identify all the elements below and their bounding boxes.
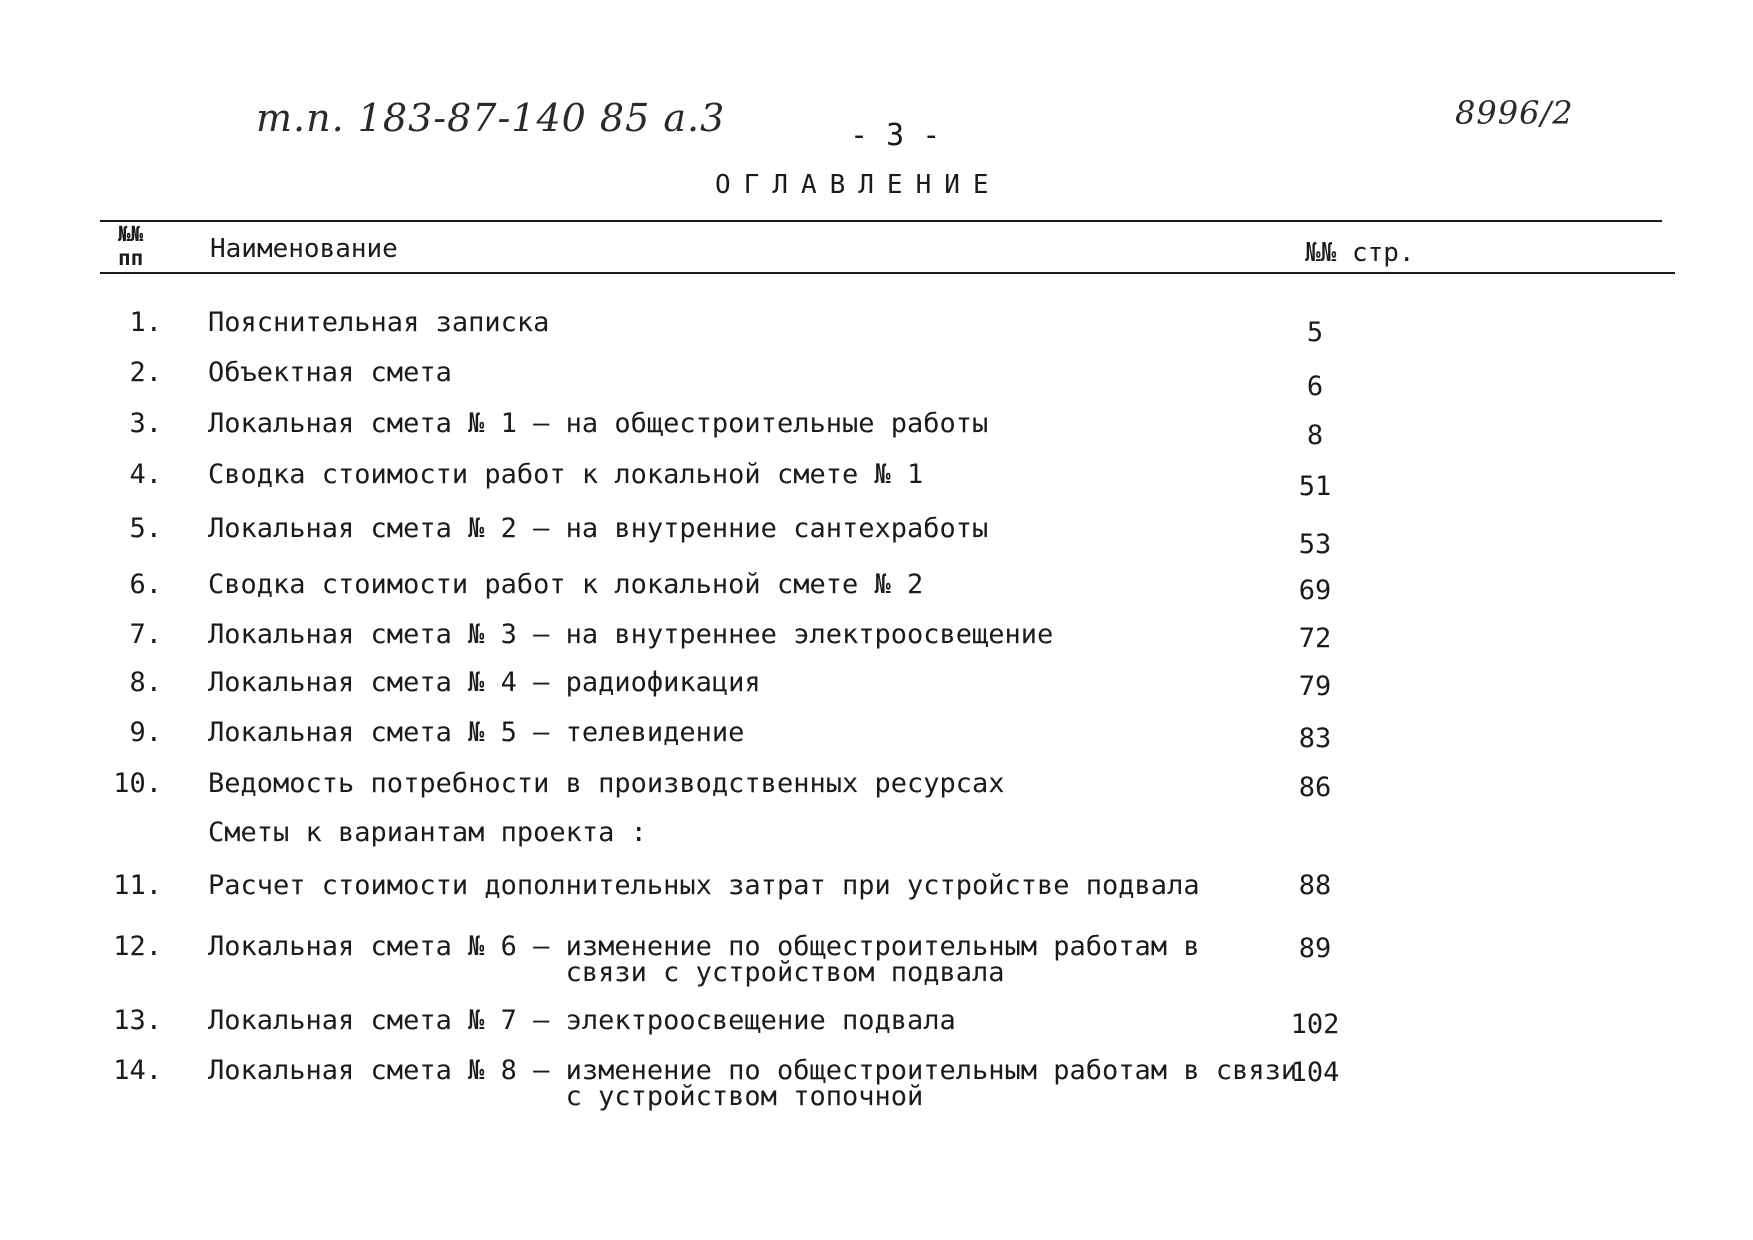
toc-entry-number: 8. <box>129 667 162 698</box>
toc-entry-title: Локальная смета № 7 – электроосвещение подвала <box>208 1005 956 1036</box>
document-reference: т.п. 183-87-140 85 а.3 <box>256 96 726 140</box>
toc-entry-page: 5 <box>1306 317 1324 348</box>
toc-entry-title: Сводка стоимости работ к локальной смете № 1 <box>208 459 924 490</box>
toc-entry-number: 12. <box>113 931 162 962</box>
toc-entry-title: Локальная смета № 2 – на внутренние сантехработы <box>208 513 989 544</box>
toc-entry-title: Объектная смета <box>208 357 452 388</box>
toc-entry-title: Локальная смета № 8 – изменение по общестроительным работам в связи с устройством топочной <box>208 1055 1298 1112</box>
toc-entry-page: 86 <box>1298 772 1332 803</box>
toc-entry-title: Пояснительная записка <box>208 307 550 338</box>
toc-entry-page: 72 <box>1298 623 1332 654</box>
toc-entry-number: 13. <box>113 1005 162 1036</box>
toc-entry-title: Расчет стоимости дополнительных затрат при устройстве подвала <box>208 870 1200 901</box>
toc-entry-page: 53 <box>1298 529 1332 560</box>
top-rule <box>100 220 1662 222</box>
toc-entry-title: Сводка стоимости работ к локальной смете № 2 <box>208 569 924 600</box>
toc-entry-page: 69 <box>1298 575 1332 606</box>
toc-entry-title: Ведомость потребности в производственных ресурсах <box>208 768 1005 799</box>
toc-entry-page: 88 <box>1298 870 1332 901</box>
toc-entry-page: 6 <box>1306 371 1324 402</box>
toc-entry-page: 83 <box>1298 723 1332 754</box>
document-number: 8996/2 <box>1455 94 1574 132</box>
toc-entry-title: Локальная смета № 6 – изменение по общестроительным работам в связи с устройством подвала <box>208 931 1200 988</box>
toc-entry-page: 79 <box>1298 671 1332 702</box>
toc-entry-number: 6. <box>129 569 162 600</box>
toc-entry-number: 5. <box>129 513 162 544</box>
toc-entry-number: 7. <box>129 619 162 650</box>
toc-entry-page: 8 <box>1306 420 1324 451</box>
column-header-page: №№ стр. <box>1305 238 1415 268</box>
column-header-number-line1: №№ <box>118 222 144 246</box>
toc-entry-number: 10. <box>113 768 162 799</box>
column-header-name: Наименование <box>210 234 398 264</box>
toc-entry-page: 104 <box>1290 1057 1340 1088</box>
toc-entry-number: 1. <box>129 307 162 338</box>
toc-entry-page: 51 <box>1298 471 1332 502</box>
toc-entry-title: Локальная смета № 1 – на общестроительные работы <box>208 408 989 439</box>
toc-entry-number: 3. <box>129 408 162 439</box>
column-header-number-line2: пп <box>118 246 144 270</box>
toc-entry-number: 14. <box>113 1055 162 1086</box>
toc-entry-title: Сметы к вариантам проекта : <box>208 817 647 848</box>
toc-entry-page: 89 <box>1298 933 1332 964</box>
toc-entry-title: Локальная смета № 4 – радиофикация <box>208 667 761 698</box>
toc-entry-number: 2. <box>129 357 162 388</box>
toc-title: ОГЛАВЛЕНИЕ <box>715 170 1002 200</box>
header-rule <box>100 272 1675 274</box>
toc-entry-number: 9. <box>129 717 162 748</box>
page-number: - 3 - <box>850 118 941 153</box>
toc-entry-page: 102 <box>1290 1009 1340 1040</box>
toc-entry-title: Локальная смета № 3 – на внутреннее электроосвещение <box>208 619 1054 650</box>
column-header-number <box>118 222 143 270</box>
toc-entry-number: 4. <box>129 459 162 490</box>
toc-entry-title: Локальная смета № 5 – телевидение <box>208 717 745 748</box>
toc-entry-number: 11. <box>113 870 162 901</box>
